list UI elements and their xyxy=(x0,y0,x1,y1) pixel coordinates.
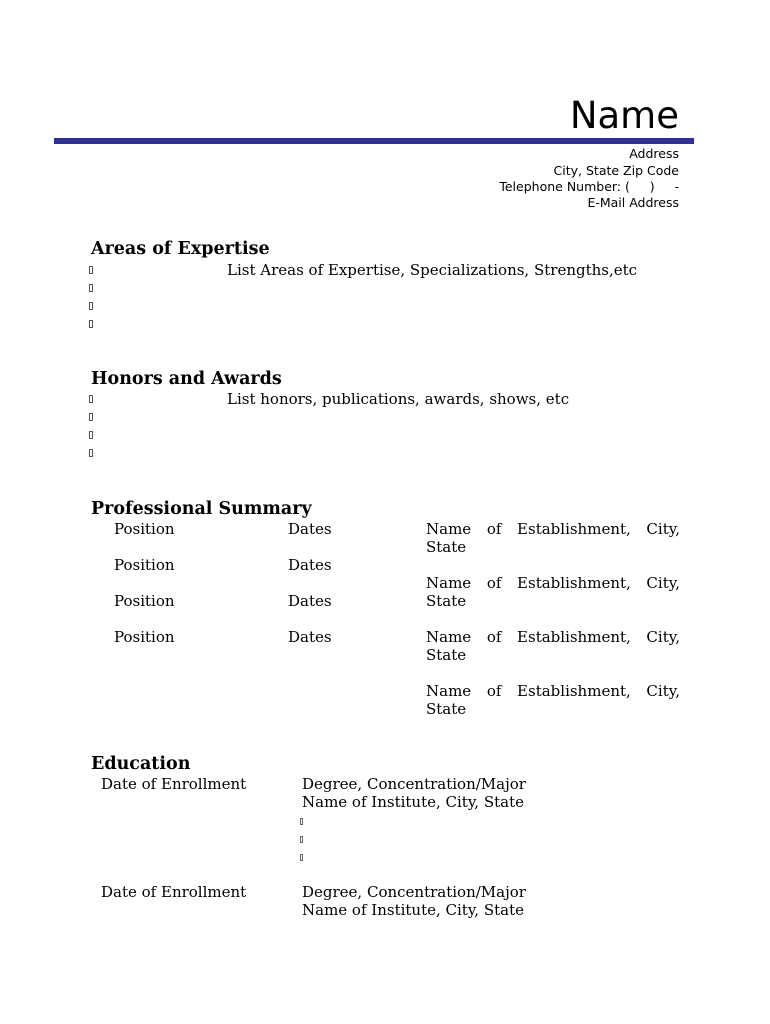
establishment-word: Name xyxy=(426,682,472,700)
institute-label: Name of Institute, City, State xyxy=(302,901,524,919)
enrollment-date: Date of Enrollment xyxy=(101,775,247,793)
establishment-word: of xyxy=(486,682,502,700)
dates-label: Dates xyxy=(288,520,332,538)
establishment-entry xyxy=(426,520,680,556)
institute-label: Name of Institute, City, State xyxy=(302,793,524,811)
degree-label: Degree, Concentration/Major xyxy=(302,883,526,901)
bullet-icon xyxy=(89,266,93,274)
email-line: E-Mail Address xyxy=(587,195,679,210)
city-state-zip-line: City, State Zip Code xyxy=(553,163,679,178)
position-label: Position xyxy=(114,520,175,538)
honors-and-awards-heading: Honors and Awards xyxy=(91,369,282,389)
establishment-word: of xyxy=(486,574,502,592)
bullet-icon xyxy=(89,395,93,403)
resume-name: Name xyxy=(569,94,679,137)
telephone-line: Telephone Number: ( ) - xyxy=(499,179,679,194)
establishment-word: City, xyxy=(646,682,680,700)
establishment-word: of xyxy=(486,520,502,538)
establishment-word: City, xyxy=(646,628,680,646)
bullet-icon xyxy=(89,413,93,421)
establishment-entry xyxy=(426,574,680,610)
bullet-icon xyxy=(89,449,93,457)
position-label: Position xyxy=(114,628,175,646)
areas-of-expertise-heading: Areas of Expertise xyxy=(91,239,270,259)
establishment-word: Name xyxy=(426,628,472,646)
establishment-word: Establishment, xyxy=(517,682,631,700)
dates-label: Dates xyxy=(288,592,332,610)
degree-label: Degree, Concentration/Major xyxy=(302,775,526,793)
establishment-word: City, xyxy=(646,574,680,592)
dates-label: Dates xyxy=(288,556,332,574)
position-label: Position xyxy=(114,592,175,610)
establishment-entry xyxy=(426,682,680,718)
list-item-text: List honors, publications, awards, shows, etc xyxy=(227,390,570,408)
establishment-word: of xyxy=(486,628,502,646)
enrollment-date: Date of Enrollment xyxy=(101,883,247,901)
education-heading: Education xyxy=(91,754,191,774)
establishment-word: Establishment, xyxy=(517,520,631,538)
establishment-state: State xyxy=(426,700,467,718)
bullet-icon xyxy=(89,284,93,292)
bullet-icon xyxy=(89,431,93,439)
dates-label: Dates xyxy=(288,628,332,646)
list-item-text: List Areas of Expertise, Specializations, Strengths,etc xyxy=(227,261,638,279)
bullet-icon xyxy=(89,302,93,310)
establishment-word: City, xyxy=(646,520,680,538)
establishment-state: State xyxy=(426,592,467,610)
establishment-word: Name xyxy=(426,574,472,592)
establishment-word: Establishment, xyxy=(517,574,631,592)
contact-block xyxy=(499,146,679,211)
bullet-icon xyxy=(89,320,93,328)
header-rule xyxy=(54,138,694,144)
address-line: Address xyxy=(629,146,679,161)
establishment-state: State xyxy=(426,646,467,664)
establishment-entry xyxy=(426,628,680,664)
establishment-state: State xyxy=(426,538,467,556)
establishment-word: Name xyxy=(426,520,472,538)
professional-summary-heading: Professional Summary xyxy=(91,499,312,519)
establishment-word: Establishment, xyxy=(517,628,631,646)
bullet-icon xyxy=(300,836,303,843)
bullet-icon xyxy=(300,818,303,825)
bullet-icon xyxy=(300,854,303,861)
position-label: Position xyxy=(114,556,175,574)
